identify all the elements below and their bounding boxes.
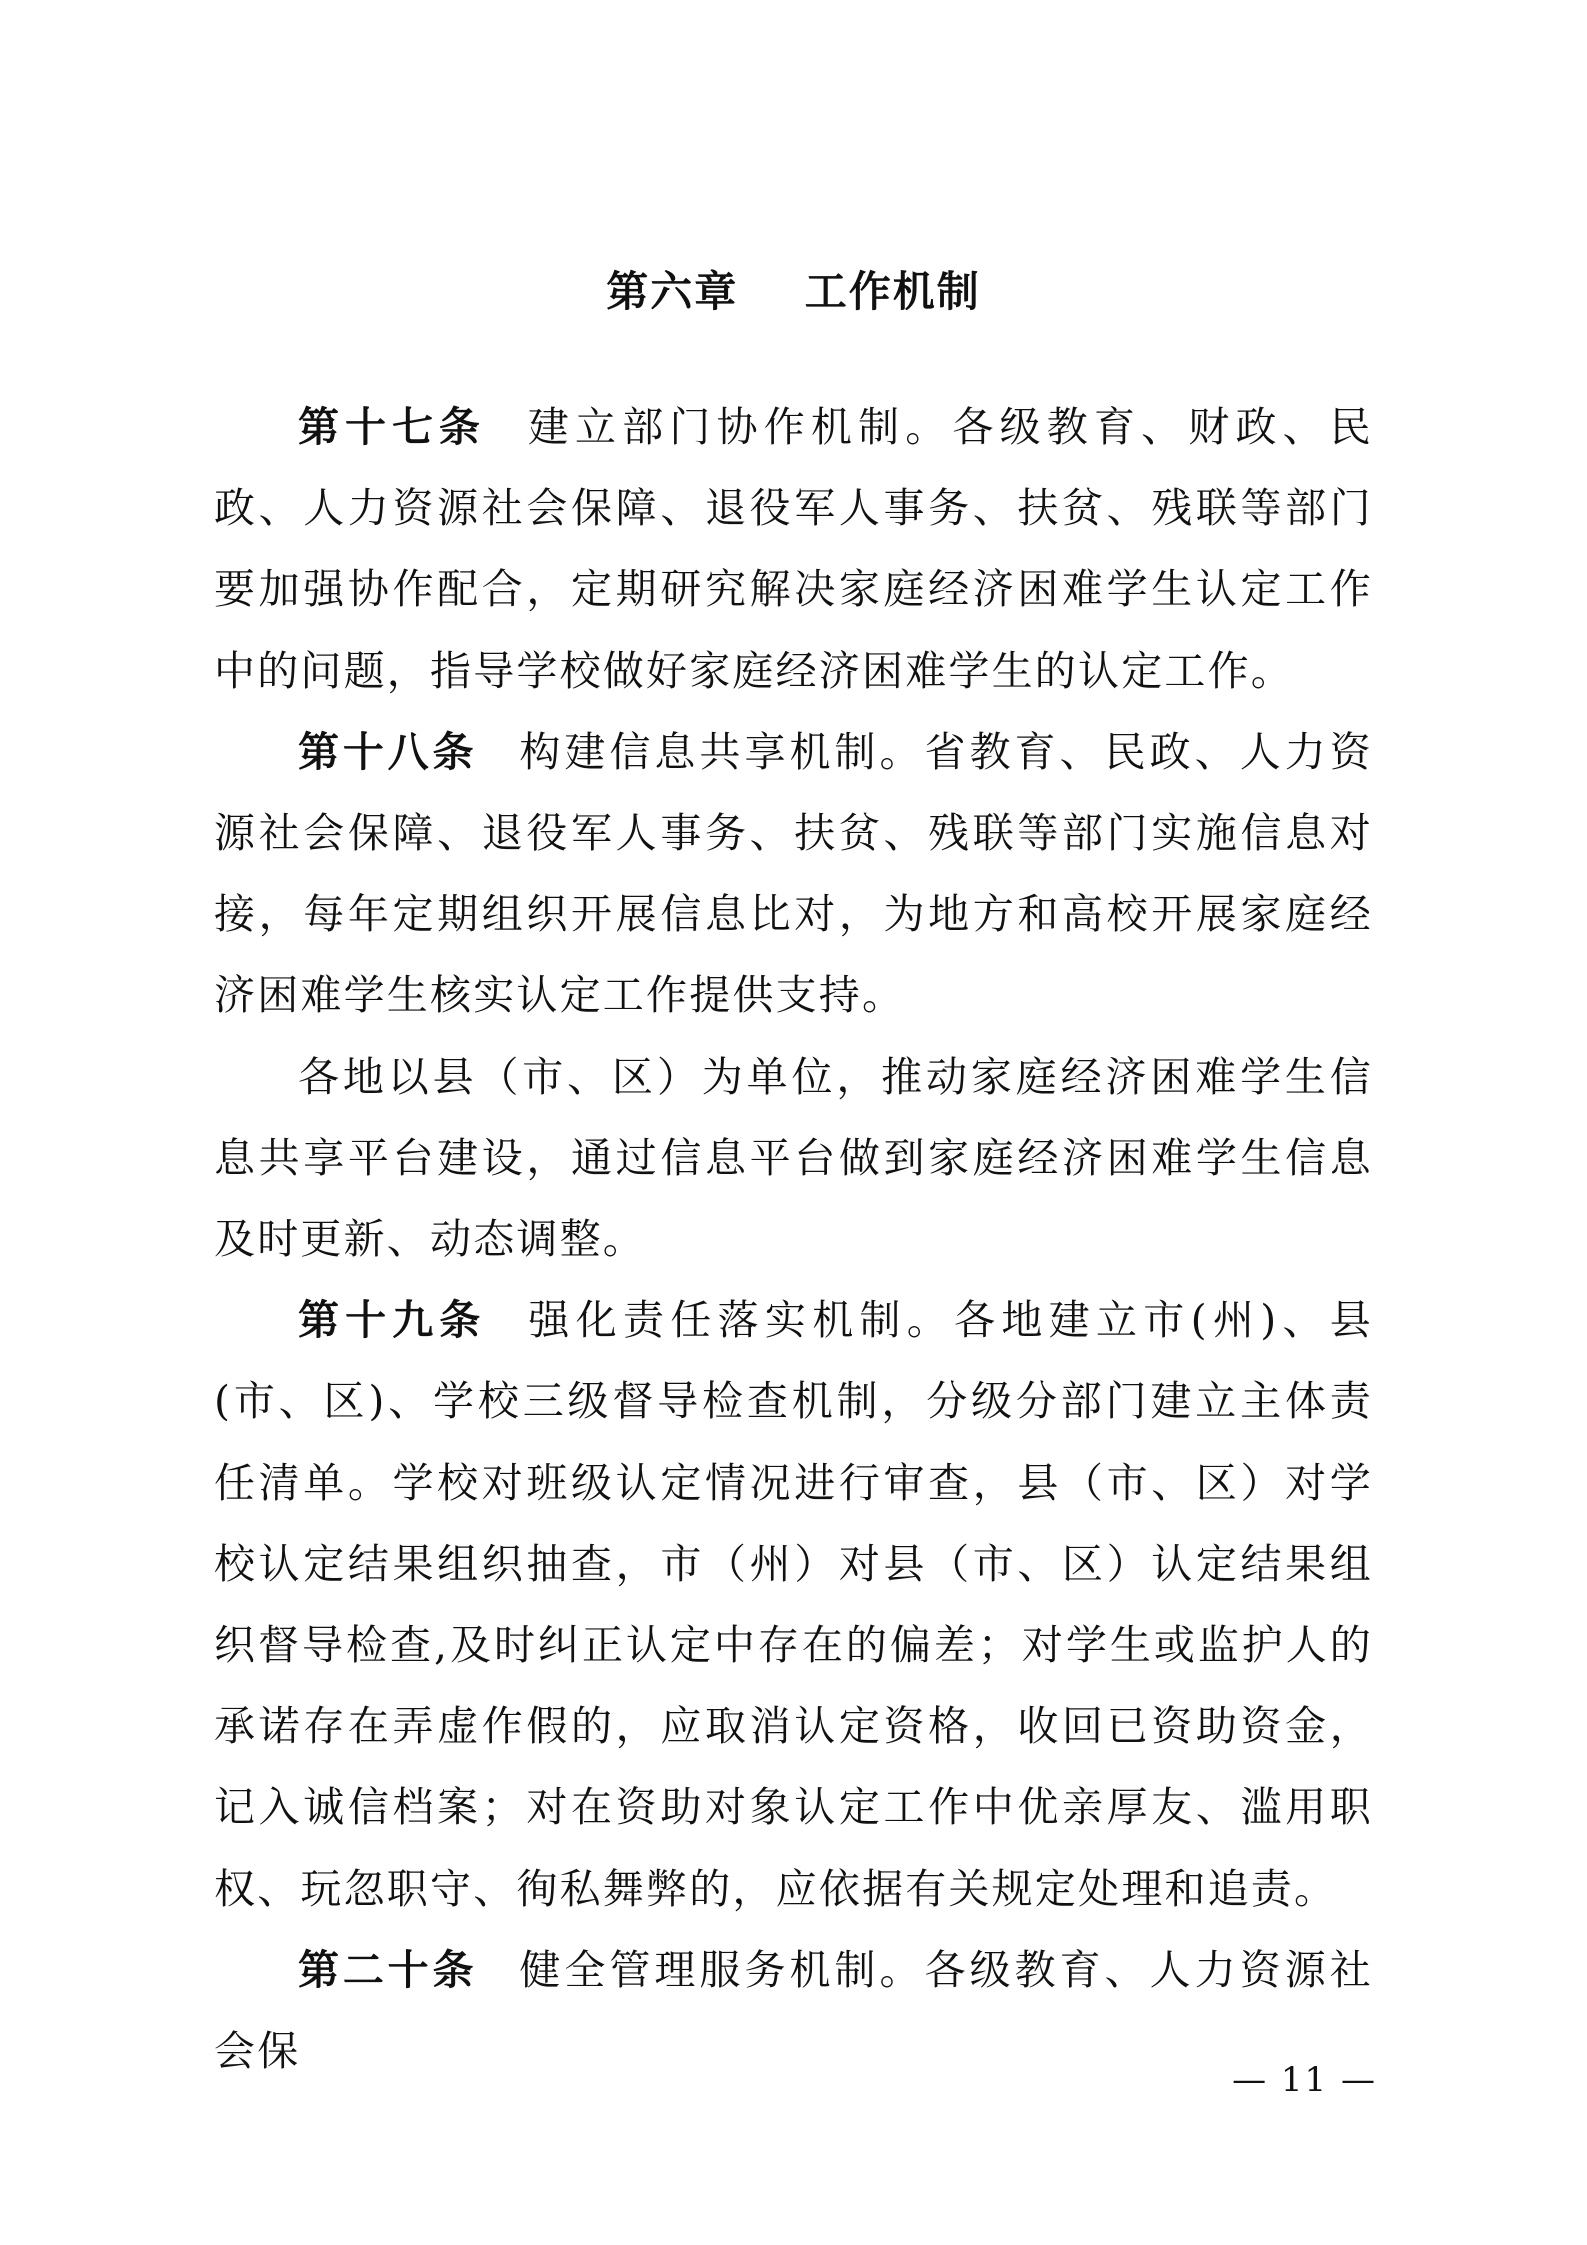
- article-19-paragraph: [214, 1280, 1373, 1930]
- page-number: — 11 —: [1232, 2060, 1377, 2100]
- article-text: 健全管理服务机制。各级教育、人力资源社会保: [214, 1945, 1373, 2076]
- article-text: 建立部门协作机制。各级教育、财政、民政、人力资源社会保障、退役军人事务、扶贫、残联等部门要加强协作配合，定期研究解决家庭经济困难学生认定工作中的问题，指导学校做好家庭经济困难学生的认定工作。: [214, 403, 1373, 695]
- article-20-paragraph: [214, 1930, 1373, 2092]
- article-18-continuation-paragraph: [214, 1037, 1373, 1281]
- article-number: 第十九条: [298, 1296, 487, 1345]
- article-text: 构建信息共享机制。省教育、民政、人力资源社会保障、退役军人事务、扶贫、残联等部门实施信息对接，每年定期组织开展信息比对，为地方和高校开展家庭经济困难学生核实认定工作提供支持。: [214, 727, 1373, 1020]
- article-number: 第十七条: [298, 403, 486, 451]
- article-text: 各地以县（市、区）为单位，推动家庭经济困难学生信息共享平台建设，通过信息平台做到家庭经济困难学生信息及时更新、动态调整。: [214, 1052, 1373, 1264]
- article-number: 第二十条: [298, 1945, 478, 1994]
- document-body: [214, 387, 1373, 2092]
- article-number: 第十八条: [298, 727, 478, 776]
- article-text: 强化责任落实机制。各地建立市(州)、县(市、区)、学校三级督导检查机制，分级分部门建立主体责任清单。学校对班级认定情况进行审查，县（市、区）对学校认定结果组织抽查，市（州）对县（市、区）认定结果组织督导检查,及时纠正认定中存在的偏差；对学生或监护人的承诺存在弄虚作假的，应取消认定资格，收回已资助资金，记入诚信档案；对在资助对象认定工作中优亲厚友、滥用职权、玩忽职守、徇私舞弊的，应依据有关规定处理和追责。: [214, 1296, 1373, 1913]
- chapter-title: 第六章 工作机制: [606, 267, 981, 316]
- article-17-paragraph: [214, 387, 1373, 712]
- article-18-paragraph: [214, 712, 1373, 1037]
